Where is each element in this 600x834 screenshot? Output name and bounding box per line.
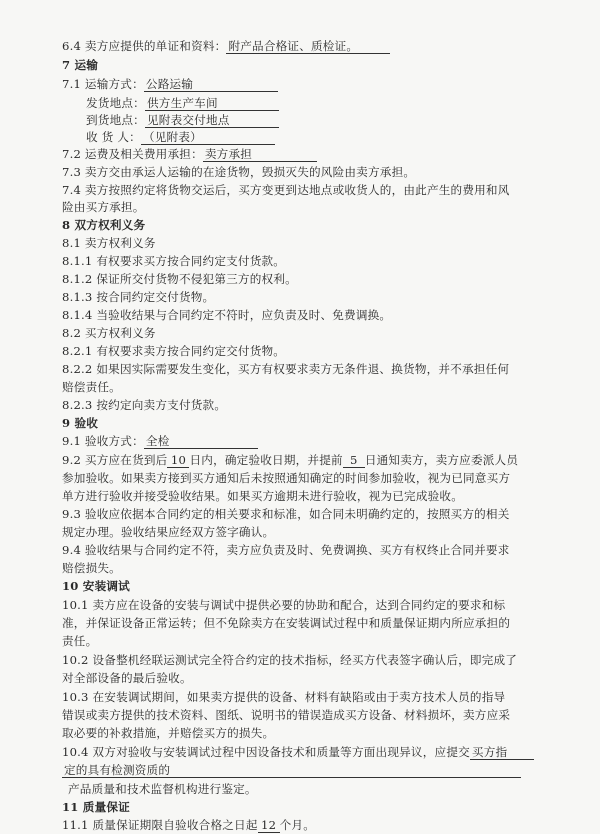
clause-8-2-2-line-1: 8.2.2 如果因实际需要发生变化，买方有权要求卖方无条件退、换货物，并不承担任何	[62, 362, 510, 376]
receiver-value: （见附表）	[141, 130, 275, 145]
clause-7-1-value: 公路运输	[144, 77, 278, 92]
clause-8-1-3: 8.1.3 按合同约定交付货物。	[62, 290, 215, 304]
testing-agency-value-a: 买方指	[470, 745, 534, 760]
clause-10-2-line-1: 10.2 设备整机经联运测试完全符合约定的技术指标，经买方代表签字确认后，即完成了	[62, 653, 518, 667]
clause-10-4-line-2	[62, 762, 540, 779]
receiver-label: 收 货 人：	[86, 130, 141, 144]
clause-7-4-line-1: 7.4 卖方按照约定将货物交运后，买方变更到达地点或收货人的，由此产生的费用和风	[62, 183, 510, 197]
clause-11-1-unit: 个月。	[279, 818, 316, 832]
clause-6-4-value: 附产品合格证、质检证。	[226, 39, 390, 54]
clause-10-3-line-1: 10.3 在安装调试期间，如果卖方提供的设备、材料有缺陷或由于卖方技术人员的指导	[62, 690, 506, 704]
clause-8-2-3: 8.2.3 按约定向卖方支付货款。	[62, 398, 227, 412]
clause-7-2	[62, 146, 540, 163]
clause-9-1-label: 9.1 验收方式：	[62, 434, 144, 448]
send-location	[86, 95, 540, 112]
clause-9-3-line-2: 规定办理。验收结果应经双方签字确认。	[62, 525, 275, 539]
clause-10-3-line-2: 错误或卖方提供的技术资料、图纸、说明书的错误造成买方设备、材料损坏，卖方应采	[62, 708, 511, 722]
clause-8-2: 8.2 买方权利义务	[62, 326, 156, 340]
clause-8-1-4: 8.1.4 当验收结果与合同约定不符时，应负责及时、免费调换。	[62, 308, 392, 322]
clause-8-1-1: 8.1.1 有权要求买方按合同约定支付货款。	[62, 254, 286, 268]
clause-9-4-line-1: 9.4 验收结果与合同约定不符，卖方应负责及时、免费调换、买方有权终止合同并要求	[62, 543, 510, 557]
arrive-location	[86, 112, 540, 129]
heading-11: 11 质量保证	[62, 800, 130, 814]
clause-11-1	[62, 817, 540, 834]
clause-10-4-text: 10.4 双方对验收与安装调试过程中因设备技术和质量等方面出现异议，应提交	[62, 745, 470, 759]
clause-9-1-value: 全检	[144, 434, 258, 449]
heading-10: 10 安装调试	[62, 579, 130, 593]
heading-8: 8 双方权利义务	[62, 218, 146, 232]
clause-8-2-2-line-2: 赔偿责任。	[62, 380, 121, 394]
clause-9-2-line-2: 参加验收。如果卖方接到买方通知后未按照通知确定的时间参加验收，视为已同意买方	[62, 471, 511, 485]
clause-9-1	[62, 433, 540, 450]
clause-7-4-line-2: 险由买方承担。	[62, 200, 145, 214]
clause-9-2-text-b: 日内，确定验收日期，并提前	[189, 453, 343, 467]
heading-7: 7 运输	[62, 58, 99, 72]
receiver	[86, 129, 540, 146]
warranty-months-value: 12	[258, 818, 280, 833]
testing-agency-value-b: 定的具有检测资质的	[62, 763, 521, 778]
clause-10-1-line-2: 准，并保证设备正常运转；但不免除卖方在安装调试过程中和质量保证期内所应承担的	[62, 616, 511, 630]
clause-7-1-label: 7.1 运输方式：	[62, 77, 144, 91]
arrive-location-value: 见附表交付地点	[145, 113, 279, 128]
notice-days-value: 5	[343, 453, 365, 468]
clause-10-2-line-2: 对全部设备的最后验收。	[62, 671, 192, 685]
clause-10-1-line-1: 10.1 卖方应在设备的安装与调试中提供必要的协助和配合，达到合同约定的要求和标	[62, 598, 506, 612]
clause-9-2-text-c: 日通知卖方，卖方应委派人员	[364, 453, 519, 467]
clause-8-1-2: 8.1.2 保证所交付货物不侵犯第三方的权利。	[62, 272, 297, 286]
clause-7-1	[62, 76, 540, 93]
clause-6-4	[62, 38, 540, 55]
clause-8-2-1: 8.2.1 有权要求卖方按合同约定交付货物。	[62, 344, 286, 358]
clause-9-2-text-a: 9.2 买方应在货到后	[62, 453, 168, 467]
clause-11-1-text: 11.1 质量保证期限自验收合格之日起	[62, 818, 258, 832]
inspection-days-value: 10	[167, 453, 189, 468]
clause-9-2-line-1	[62, 452, 540, 469]
clause-7-2-label: 7.2 运费及相关费用承担：	[62, 147, 203, 161]
clause-10-4-line-3: 产品质量和技术监督机构进行鉴定。	[68, 782, 257, 796]
send-location-value: 供方生产车间	[145, 96, 279, 111]
clause-7-2-value: 卖方承担	[203, 147, 317, 162]
arrive-location-label: 到货地点：	[86, 113, 145, 127]
clause-10-3-line-3: 取必要的补救措施，并赔偿买方的损失。	[62, 726, 275, 740]
clause-6-4-label: 6.4 卖方应提供的单证和资料：	[62, 39, 227, 53]
send-location-label: 发货地点：	[86, 96, 145, 110]
clause-9-2-line-3: 单方进行验收并接受验收结果。如果买方逾期未进行验收，视为已完成验收。	[62, 489, 463, 503]
clause-10-4-line-1	[62, 744, 540, 761]
heading-9: 9 验收	[62, 416, 99, 430]
clause-8-1: 8.1 卖方权利义务	[62, 236, 156, 250]
clause-9-4-line-2: 赔偿损失。	[62, 561, 121, 575]
clause-9-3-line-1: 9.3 验收应依据本合同约定的相关要求和标准，如合同未明确约定的，按照买方的相关	[62, 507, 510, 521]
clause-7-3: 7.3 卖方交由承运人运输的在途货物，毁损灭失的风险由卖方承担。	[62, 165, 416, 179]
clause-10-1-line-3: 责任。	[62, 634, 98, 648]
